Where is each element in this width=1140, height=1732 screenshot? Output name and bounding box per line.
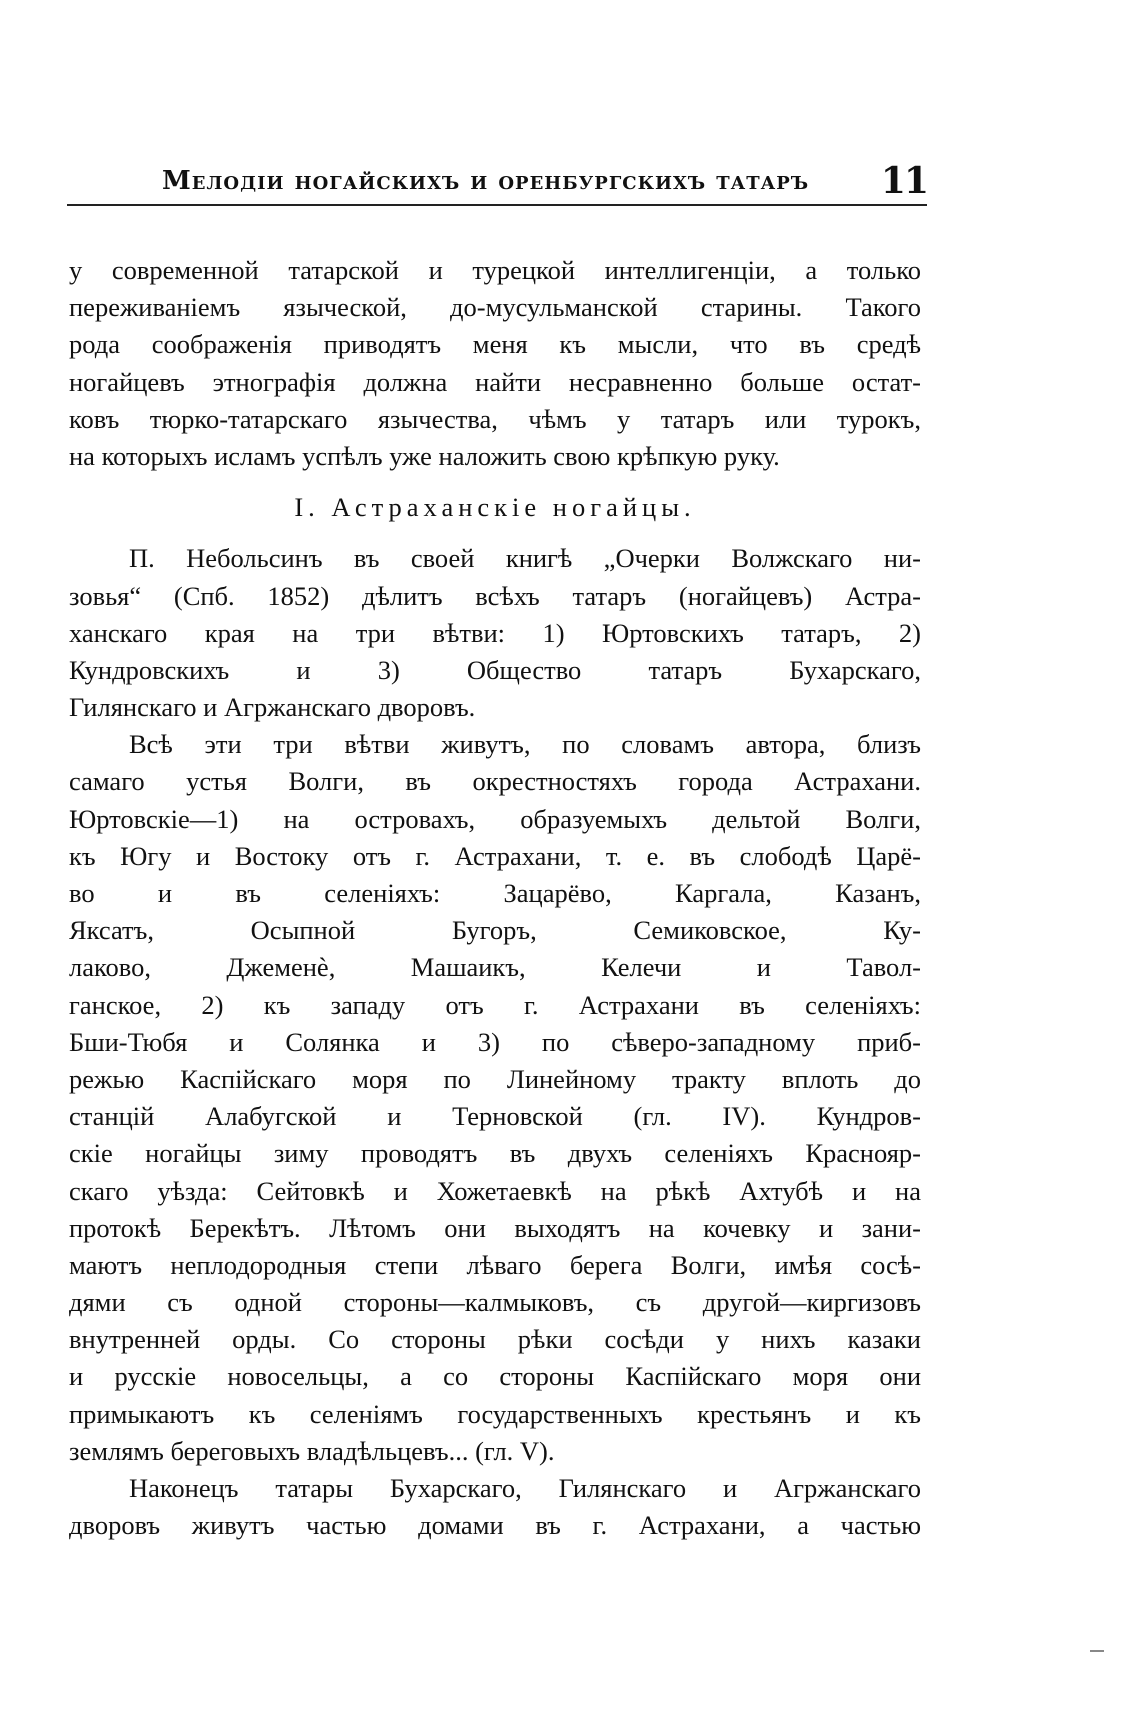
text-line: протокѣ Берекѣтъ. Лѣтомъ они выходятъ на кочевку и зани- bbox=[69, 1212, 921, 1243]
paragraph-1 bbox=[69, 252, 921, 475]
text-line: дворовъ живутъ частью домами въ г. Астрахани, а частью bbox=[69, 1510, 921, 1541]
text-line: примыкаютъ къ селеніямъ государственныхъ крестьянъ и къ bbox=[69, 1398, 921, 1429]
text-line: самаго устья Волги, въ окрестностяхъ города Астрахани. bbox=[69, 766, 921, 797]
section-heading: I. Астраханскіе ногайцы. bbox=[294, 492, 696, 523]
text-line: Кундровскихъ и 3) Общество татаръ Бухарскаго, bbox=[69, 654, 921, 685]
text-line: рода соображенія приводятъ меня къ мысли, что въ средѣ bbox=[69, 329, 921, 360]
text-line: у современной татарской и турецкой интеллигенціи, а только bbox=[69, 255, 921, 285]
margin-mark bbox=[1090, 1650, 1104, 1652]
paragraph-4 bbox=[69, 1470, 921, 1544]
text-line: ганское, 2) къ западу отъ г. Астрахани въ селеніяхъ: bbox=[69, 989, 921, 1020]
text-line: Яксатъ, Осыпной Бугоръ, Семиковское, Ку- bbox=[69, 915, 921, 946]
text-line: маютъ неплодородныя степи лѣваго берега Волги, имѣя сосѣ- bbox=[69, 1249, 921, 1280]
text-line: Гилянскаго и Агржанскаго дворовъ. bbox=[69, 692, 476, 723]
text-line: Юртовскіе—1) на островахъ, образуемыхъ дельтой Волги, bbox=[69, 803, 921, 834]
text-line: землямъ береговыхъ владѣльцевъ... (гл. V). bbox=[69, 1435, 555, 1466]
running-header bbox=[67, 162, 927, 206]
header-title: Мелодіи ногайскихъ и оренбургскихъ татаръ bbox=[162, 166, 810, 196]
page-number: 11 bbox=[880, 160, 927, 202]
text-line: зовья“ (Спб. 1852) дѣлитъ всѣхъ татаръ (ногайцевъ) Астра- bbox=[69, 580, 921, 611]
text-line: переживаніемъ языческой, до-мусульманской старины. Такого bbox=[69, 292, 921, 323]
paragraph-3 bbox=[69, 726, 921, 1470]
text-line: Наконецъ татары Бухарскаго, Гилянскаго и Агржанскаго bbox=[129, 1473, 921, 1503]
text-line: П. Небольсинъ въ своей книгѣ „Очерки Волжскаго ни- bbox=[129, 543, 921, 574]
text-line: станцій Алабугской и Терновской (гл. IV). Кундров- bbox=[69, 1101, 921, 1132]
text-line: внутренней орды. Со стороны рѣки сосѣди у нихъ казаки bbox=[69, 1324, 921, 1355]
text-line: ковъ тюрко-татарскаго язычества, чѣмъ у татаръ или турокъ, bbox=[69, 403, 921, 434]
text-line: на которыхъ исламъ успѣлъ уже наложить свою крѣпкую руку. bbox=[69, 440, 780, 471]
text-line: ханскаго края на три вѣтви: 1) Юртовскихъ татаръ, 2) bbox=[69, 617, 921, 648]
header-rule bbox=[67, 204, 927, 206]
text-line: скаго уѣзда: Сейтовкѣ и Хожетаевкѣ на рѣкѣ Ахтубѣ и на bbox=[69, 1175, 921, 1206]
text-line: режью Каспійскаго моря по Линейному тракту вплоть до bbox=[69, 1063, 921, 1094]
text-line: лаково, Джеменѐ, Машаикъ, Келечи и Тавол- bbox=[69, 952, 921, 983]
text-line: Бши-Тюбя и Солянка и 3) по сѣверо-западному приб- bbox=[69, 1026, 921, 1057]
text-line: Всѣ эти три вѣтви живутъ, по словамъ автора, близъ bbox=[129, 729, 921, 760]
paragraph-2 bbox=[69, 540, 921, 726]
text-line: ногайцевъ этнографія должна найти несравненно больше остат- bbox=[69, 366, 921, 397]
text-line: къ Югу и Востоку отъ г. Астрахани, т. е. въ слободѣ Царё- bbox=[69, 840, 921, 871]
text-line: дями съ одной стороны—калмыковъ, съ другой—киргизовъ bbox=[69, 1287, 921, 1318]
text-line: скіе ногайцы зиму проводятъ въ двухъ селеніяхъ Краснояр- bbox=[69, 1138, 921, 1169]
text-line: и русскіе новосельцы, а со стороны Каспійскаго моря они bbox=[69, 1361, 921, 1392]
page-body bbox=[69, 252, 921, 1544]
text-line: во и въ селеніяхъ: Зацарёво, Каргала, Казанъ, bbox=[69, 878, 921, 908]
